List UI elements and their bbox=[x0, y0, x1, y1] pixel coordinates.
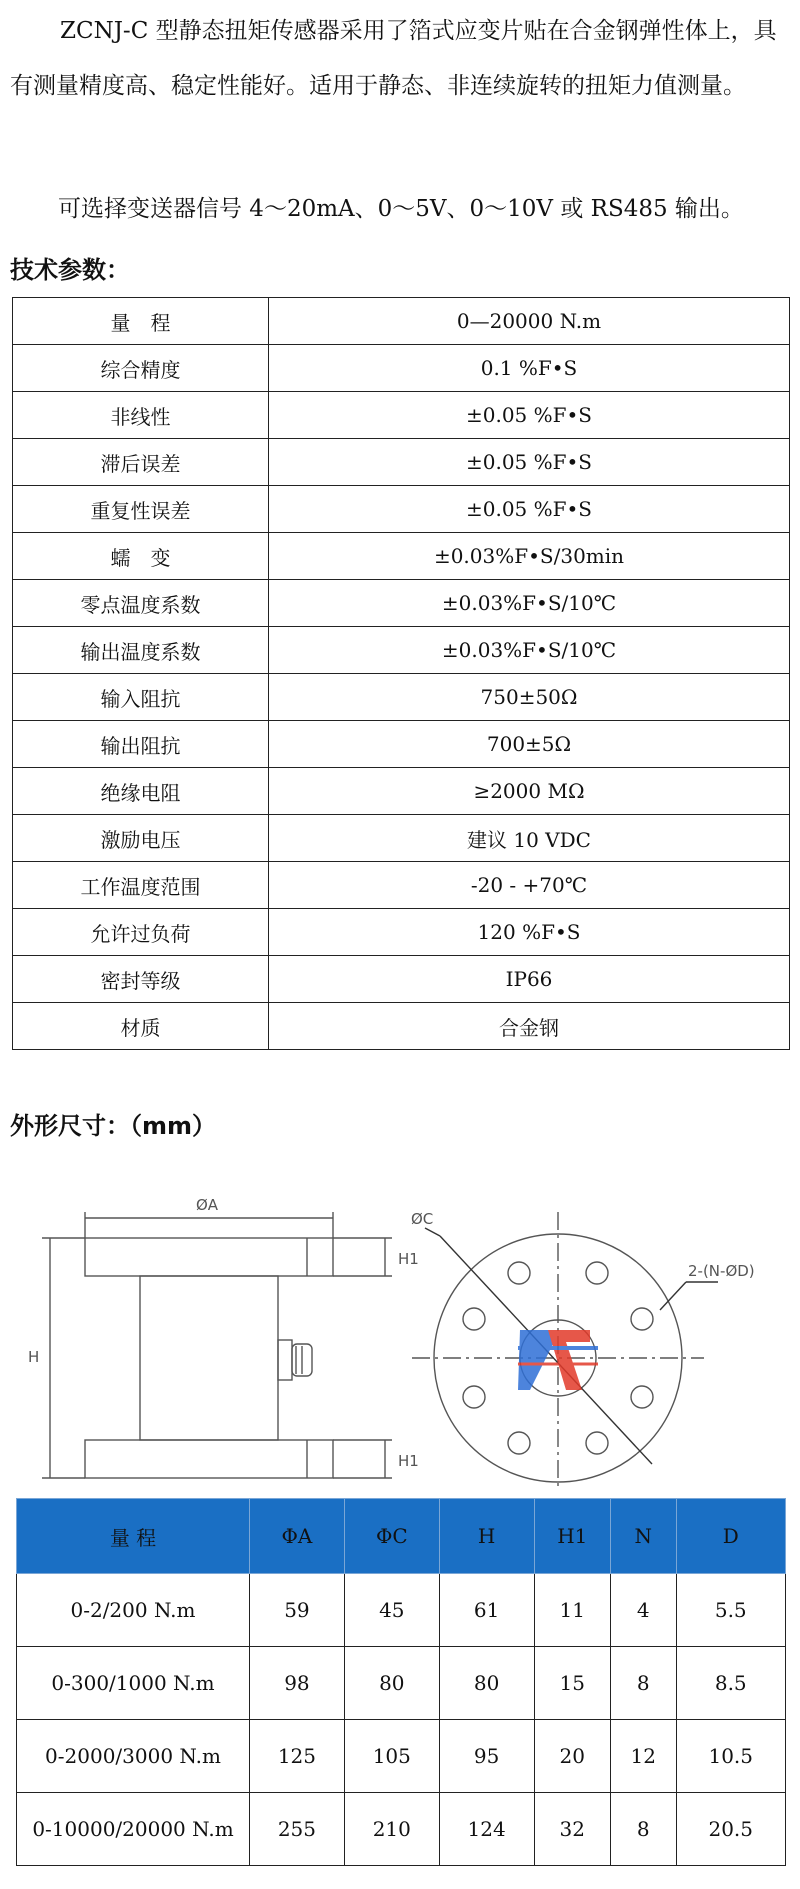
dimension-header-cell: D bbox=[676, 1499, 786, 1574]
spec-value: 750±50Ω bbox=[269, 674, 790, 721]
spec-row bbox=[13, 909, 790, 956]
spec-value: 0.1 %F•S bbox=[269, 345, 790, 392]
dimension-cell: 210 bbox=[344, 1793, 439, 1866]
spec-row bbox=[13, 674, 790, 721]
spec-key: 输入阻抗 bbox=[13, 674, 269, 721]
dimension-cell: 8 bbox=[610, 1793, 676, 1866]
spec-row bbox=[13, 721, 790, 768]
spec-key: 零点温度系数 bbox=[13, 580, 269, 627]
dimension-cell: 59 bbox=[250, 1574, 345, 1647]
spec-row bbox=[13, 486, 790, 533]
spec-value: ±0.03%F•S/10℃ bbox=[269, 580, 790, 627]
spec-row bbox=[13, 298, 790, 345]
dimension-cell: 125 bbox=[250, 1720, 345, 1793]
spec-key: 输出阻抗 bbox=[13, 721, 269, 768]
spec-key: 非线性 bbox=[13, 392, 269, 439]
spec-value: 700±5Ω bbox=[269, 721, 790, 768]
dimension-cell: 20 bbox=[534, 1720, 610, 1793]
connector-base bbox=[278, 1340, 292, 1380]
spec-row bbox=[13, 1003, 790, 1050]
dimension-cell: 5.5 bbox=[676, 1574, 786, 1647]
dimension-header-cell: N bbox=[610, 1499, 676, 1574]
spec-key: 绝缘电阻 bbox=[13, 768, 269, 815]
spec-row bbox=[13, 956, 790, 1003]
spec-heading: 技术参数： bbox=[10, 256, 130, 284]
spec-key: 蠕 变 bbox=[13, 533, 269, 580]
spec-value: 0—20000 N.m bbox=[269, 298, 790, 345]
spec-row bbox=[13, 580, 790, 627]
H1-bottom-label: H1 bbox=[398, 1452, 419, 1470]
dimension-cell: 45 bbox=[344, 1574, 439, 1647]
dimension-cell: 95 bbox=[439, 1720, 534, 1793]
spec-key: 重复性误差 bbox=[13, 486, 269, 533]
dimension-cell: 105 bbox=[344, 1720, 439, 1793]
dimension-cell: 0-300/1000 N.m bbox=[17, 1647, 250, 1720]
spec-row bbox=[13, 345, 790, 392]
dimension-cell: 80 bbox=[344, 1647, 439, 1720]
spec-value: ≥2000 MΩ bbox=[269, 768, 790, 815]
dimension-cell: 124 bbox=[439, 1793, 534, 1866]
dimension-cell: 10.5 bbox=[676, 1720, 786, 1793]
dimension-cell: 32 bbox=[534, 1793, 610, 1866]
spec-row bbox=[13, 862, 790, 909]
spec-value: ±0.05 %F•S bbox=[269, 439, 790, 486]
spec-value: ±0.05 %F•S bbox=[269, 486, 790, 533]
spec-key: 工作温度范围 bbox=[13, 862, 269, 909]
dimension-cell: 8.5 bbox=[676, 1647, 786, 1720]
spec-value: 120 %F•S bbox=[269, 909, 790, 956]
dimension-cell: 80 bbox=[439, 1647, 534, 1720]
spec-key: 量 程 bbox=[13, 298, 269, 345]
spec-row bbox=[13, 533, 790, 580]
spec-value: 合金钢 bbox=[269, 1003, 790, 1050]
spec-row bbox=[13, 815, 790, 862]
holes-label: 2-(N-ØD) bbox=[688, 1262, 755, 1280]
dimension-cell: 4 bbox=[610, 1574, 676, 1647]
dimension-cell: 0-2/200 N.m bbox=[17, 1574, 250, 1647]
dimension-cell: 15 bbox=[534, 1647, 610, 1720]
spec-row bbox=[13, 439, 790, 486]
bottom-flange bbox=[85, 1440, 333, 1478]
side-view-drawing bbox=[42, 1212, 392, 1478]
spec-value: IP66 bbox=[269, 956, 790, 1003]
spec-row bbox=[13, 768, 790, 815]
dimension-cell: 98 bbox=[250, 1647, 345, 1720]
spec-key: 材质 bbox=[13, 1003, 269, 1050]
spec-key: 密封等级 bbox=[13, 956, 269, 1003]
phiA-label: ØA bbox=[196, 1196, 219, 1214]
dimension-header-cell: ΦA bbox=[250, 1499, 345, 1574]
spec-value: 建议 10 VDC bbox=[269, 815, 790, 862]
phiC-label: ØC bbox=[411, 1210, 434, 1228]
spec-row bbox=[13, 392, 790, 439]
signal-paragraph: 可选择变送器信号 4～20mA、0～5V、0～10V 或 RS485 输出。 bbox=[58, 196, 744, 222]
dimension-table-header bbox=[17, 1499, 786, 1574]
spec-row bbox=[13, 627, 790, 674]
dimension-cell: 20.5 bbox=[676, 1793, 786, 1866]
dimension-row bbox=[17, 1720, 786, 1793]
spec-value: ±0.03%F•S/10℃ bbox=[269, 627, 790, 674]
dimension-table bbox=[16, 1498, 786, 1866]
spec-key: 允许过负荷 bbox=[13, 909, 269, 956]
dimension-row bbox=[17, 1793, 786, 1866]
torsion-body bbox=[140, 1276, 278, 1440]
spec-value: -20 - +70℃ bbox=[269, 862, 790, 909]
spec-key: 激励电压 bbox=[13, 815, 269, 862]
dimension-cell: 11 bbox=[534, 1574, 610, 1647]
intro-paragraph: ZCNJ-C 型静态扭矩传感器采用了箔式应变片贴在合金钢弹性体上，具有测量精度高、稳定性能好。适用于静态、非连续旋转的扭矩力值测量。 bbox=[10, 18, 777, 99]
dimension-cell: 0-10000/20000 N.m bbox=[17, 1793, 250, 1866]
spec-key: 输出温度系数 bbox=[13, 627, 269, 674]
H-label: H bbox=[28, 1348, 40, 1366]
dimension-row bbox=[17, 1647, 786, 1720]
H1-top-label: H1 bbox=[398, 1250, 419, 1268]
dimension-cell: 255 bbox=[250, 1793, 345, 1866]
dimension-row bbox=[17, 1574, 786, 1647]
spec-table bbox=[12, 297, 790, 1050]
dimension-header-cell: H bbox=[439, 1499, 534, 1574]
dimension-cell: 0-2000/3000 N.m bbox=[17, 1720, 250, 1793]
dimension-header-cell: ΦC bbox=[344, 1499, 439, 1574]
dimension-cell: 12 bbox=[610, 1720, 676, 1793]
dimension-cell: 61 bbox=[439, 1574, 534, 1647]
spec-key: 综合精度 bbox=[13, 345, 269, 392]
spec-value: ±0.05 %F•S bbox=[269, 392, 790, 439]
dimension-cell: 8 bbox=[610, 1647, 676, 1720]
top-flange bbox=[85, 1238, 333, 1276]
spec-key: 滞后误差 bbox=[13, 439, 269, 486]
dimension-drawing bbox=[0, 1160, 800, 1490]
spec-value: ±0.03%F•S/30min bbox=[269, 533, 790, 580]
dimension-header-cell: 量 程 bbox=[17, 1499, 250, 1574]
dimension-heading: 外形尺寸：（mm） bbox=[10, 1112, 217, 1140]
dimension-header-cell: H1 bbox=[534, 1499, 610, 1574]
